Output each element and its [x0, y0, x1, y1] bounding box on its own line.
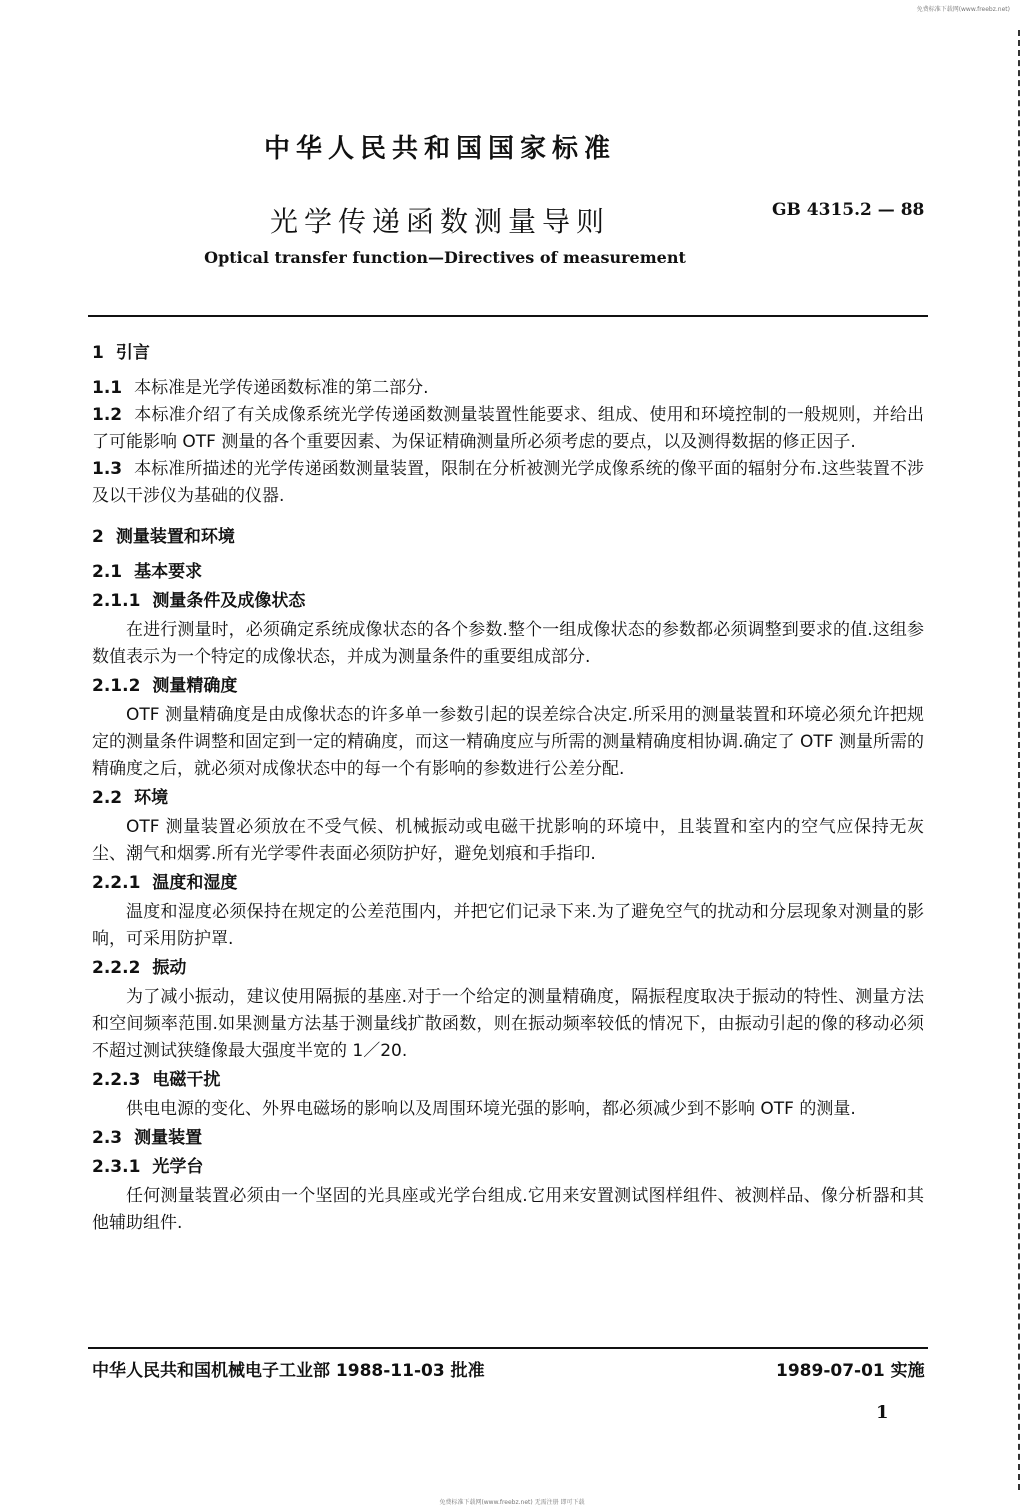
subsection-heading — [92, 955, 924, 982]
subsection-number: 2.2.3 — [92, 1070, 141, 1090]
subsection-number: 2.2.1 — [92, 873, 141, 893]
subsection-heading — [92, 673, 924, 700]
body-paragraph: OTF 测量精确度是由成像状态的许多单一参数引起的误差综合决定.所采用的测量装置和环境必须允许把规定的测量条件调整和固定到一定的精确度，而这一精确度应与所需的测量精确度相协调.确定了 OTF 测量所需的精确度之后，就必须对成像状态中的每一个有影响的参数进行公差分配. — [92, 705, 924, 779]
section-number: 1 — [92, 343, 104, 363]
paragraph-text: 本标准介绍了有关成像系统光学传递函数测量装置性能要求、组成、使用和环境控制的一般规则，并给出了可能影响 OTF 测量的各个重要因素、为保证精确测量所必须考虑的要点，以及测得数据的修正因子. — [92, 405, 924, 452]
section-heading — [92, 340, 924, 367]
subsection-number: 2.1.1 — [92, 591, 141, 611]
subsection-heading — [92, 785, 924, 812]
subsection-title: 环境 — [134, 788, 169, 808]
subsection-number: 2.3 — [92, 1128, 123, 1148]
subsection-number: 2.3.1 — [92, 1157, 141, 1177]
approval-note: 中华人民共和国机械电子工业部 1988-11-03 批准 — [92, 1361, 485, 1381]
subsection-heading — [92, 1067, 924, 1094]
standard-code: GB 4315.2 — 88 — [772, 200, 925, 220]
paragraph-number: 1.3 — [92, 459, 123, 479]
subsection-title: 基本要求 — [134, 562, 203, 582]
section-title: 测量装置和环境 — [115, 527, 235, 547]
subsection-title: 测量精确度 — [152, 676, 238, 696]
subsection-title: 温度和湿度 — [152, 873, 238, 893]
subsection-heading — [92, 559, 924, 586]
body-paragraph: 为了减小振动，建议使用隔振的基座.对于一个给定的测量精确度，隔振程度取决于振动的特性、测量方法和空间频率范围.如果测量方法基于测量线扩散函数，则在振动频率较低的情况下，由振动引起的像的移动必须不超过测试狭缝像最大强度半宽的 1／20. — [92, 987, 924, 1061]
document-body — [92, 336, 924, 1237]
body-paragraph: 温度和湿度必须保持在规定的公差范围内，并把它们记录下来.为了避免空气的扰动和分层现象对测量的影响，可采用防护罩. — [92, 902, 924, 949]
numbered-paragraph — [92, 456, 924, 510]
spacer — [92, 510, 924, 520]
subsection-number: 2.2.2 — [92, 958, 141, 978]
national-standard-heading: 中华人民共和国国家标准 — [263, 134, 616, 164]
body-paragraph: OTF 测量装置必须放在不受气候、机械振动或电磁干扰影响的环境中，且装置和室内的空气应保持无灰尘、潮气和烟雾.所有光学零件表面必须防护好，避免划痕和手指印. — [92, 817, 924, 864]
paragraph-number: 1.1 — [92, 378, 123, 398]
subsection-heading — [92, 1154, 924, 1181]
paragraph-number: 1.2 — [92, 405, 123, 425]
effective-date: 1989-07-01 实施 — [776, 1361, 925, 1381]
page-number: 1 — [876, 1402, 889, 1423]
document-title-en: Optical transfer function—Directives of measurement — [204, 248, 686, 267]
subsection-number: 2.1 — [92, 562, 123, 582]
scan-edge-border — [1015, 30, 1020, 1490]
numbered-paragraph — [92, 375, 924, 402]
watermark-top: 免费标准下载网(www.freebz.net) — [916, 6, 1010, 13]
paragraph-text: 本标准是光学传递函数标准的第二部分. — [134, 378, 429, 398]
subsection-title: 光学台 — [152, 1157, 204, 1177]
header-divider — [88, 315, 928, 317]
subsection-number: 2.1.2 — [92, 676, 141, 696]
section-heading — [92, 524, 924, 551]
body-paragraph: 任何测量装置必须由一个坚固的光具座或光学台组成.它用来安置测试图样组件、被测样品、像分析器和其他辅助组件. — [92, 1186, 924, 1233]
subsection-heading — [92, 870, 924, 897]
body-paragraph: 在进行测量时，必须确定系统成像状态的各个参数.整个一组成像状态的参数都必须调整到要求的值.这组参数值表示为一个特定的成像状态，并成为测量条件的重要组成部分. — [92, 620, 924, 667]
subsection-title: 测量装置 — [134, 1128, 203, 1148]
section-title: 引言 — [115, 343, 150, 363]
subsection-title: 振动 — [152, 958, 187, 978]
footer-divider — [88, 1347, 928, 1349]
body-paragraph: 供电电源的变化、外界电磁场的影响以及周围环境光强的影响，都必须减少到不影响 OTF 的测量. — [126, 1099, 856, 1119]
section-number: 2 — [92, 527, 104, 547]
paragraph-text: 本标准所描述的光学传递函数测量装置，限制在分析被测光学成像系统的像平面的辐射分布.这些装置不涉及以干涉仪为基础的仪器. — [92, 459, 924, 506]
subsection-number: 2.2 — [92, 788, 123, 808]
subsection-title: 测量条件及成像状态 — [152, 591, 306, 611]
subsection-title: 电磁干扰 — [152, 1070, 221, 1090]
document-title-cn: 光学传递函数测量导则 — [269, 205, 610, 238]
watermark-bottom: 免费标准下载网(www.freebz.net) 无需注册 即可下载 — [439, 1499, 585, 1506]
subsection-heading — [92, 588, 924, 615]
numbered-paragraph — [92, 402, 924, 456]
subsection-heading — [92, 1125, 924, 1152]
